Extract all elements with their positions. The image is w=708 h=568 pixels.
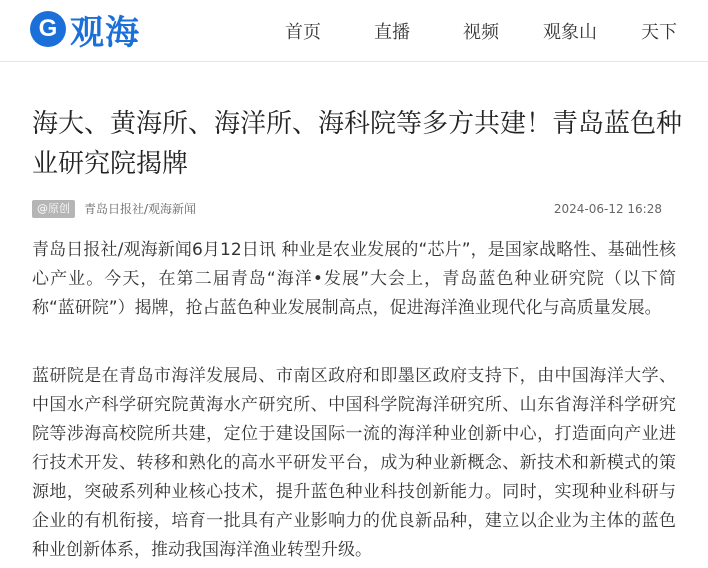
nav-item-live[interactable]: 直播 [374, 22, 410, 43]
article-paragraph: 青岛日报社/观海新闻6月12日讯 种业是农业发展的“芯片”，是国家战略性、基础性核心产业。今天，在第二届青岛“海洋•发展”大会上，青岛蓝色种业研究院（以下简称“蓝研院”）揭牌，抢占蓝色种业发展制高点，促进海洋渔业现代化与高质量发展。 [32, 240, 676, 318]
article-timestamp: 2024-06-12 16:28 [553, 202, 662, 216]
nav-item-guanxiangshan[interactable]: 观象山 [543, 22, 597, 43]
article-meta [32, 198, 662, 220]
site-header [0, 0, 708, 62]
original-badge: @原创 [32, 200, 75, 218]
article-title: 海大、黄海所、海洋所、海科院等多方共建！青岛蓝色种业研究院揭牌 [32, 109, 683, 179]
nav-item-video[interactable]: 视频 [463, 22, 499, 43]
logo-g-icon: G [30, 11, 66, 47]
main-nav [0, 18, 708, 42]
logo-text: 观海 [70, 12, 140, 53]
article-paragraph: 蓝研院是在青岛市海洋发展局、市南区政府和即墨区政府支持下，由中国海洋大学、中国水产科学研究院黄海水产研究所、中国科学院海洋研究所、山东省海洋科学研究院等涉海高校院所共建，定位于建设国际一流的海洋种业创新中心，打造面向产业进行技术开发、转移和熟化的高水平研发平台，成为种业新概念、新技术和新模式的策源地，突破系列种业核心技术，提升蓝色种业科技创新能力。同时，实现种业科研与企业的有机衔接，培育一批具有产业影响力的优良新品种，建立以企业为主体的蓝色种业创新体系，推动我国海洋渔业转型升级。 [32, 366, 676, 560]
nav-item-home[interactable]: 首页 [285, 22, 321, 43]
nav-item-world[interactable]: 天下 [641, 22, 677, 43]
article-source: 青岛日报社/观海新闻 [84, 202, 197, 216]
